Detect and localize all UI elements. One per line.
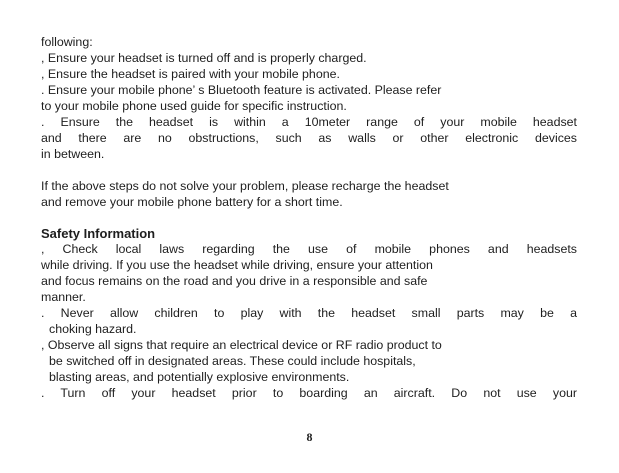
recharge-line: If the above steps do not solve your problem, please recharge the headset [41, 179, 449, 193]
troubleshoot-line: to your mobile phone used guide for specific instruction. [41, 99, 347, 113]
troubleshoot-line: and there are no obstructions, such as walls or other electronic devices [41, 131, 577, 145]
intro-line: following: [41, 35, 93, 49]
troubleshoot-line: , Ensure the headset is paired with your mobile phone. [41, 67, 340, 81]
safety-line: and focus remains on the road and you drive in a responsible and safe [41, 274, 428, 288]
safety-line: . Turn off your headset prior to boarding an aircraft. Do not use your [41, 386, 577, 400]
safety-line: blasting areas, and potentially explosive environments. [49, 370, 350, 384]
safety-line: . Never allow children to play with the headset small parts may be a [41, 306, 577, 320]
safety-line: , Check local laws regarding the use of mobile phones and headsets [41, 242, 577, 256]
recharge-line: and remove your mobile phone battery for a short time. [41, 195, 343, 209]
troubleshoot-line: . Ensure your mobile phone’ s Bluetooth feature is activated. Please refer [41, 83, 442, 97]
safety-heading: Safety Information [41, 226, 156, 241]
safety-line: choking hazard. [49, 322, 137, 336]
safety-line: manner. [41, 290, 86, 304]
troubleshoot-line: in between. [41, 147, 105, 161]
page-number: 8 [306, 430, 313, 444]
safety-line: , Observe all signs that require an electrical device or RF radio product to [41, 338, 442, 352]
safety-line: be switched off in designated areas. These could include hospitals, [49, 354, 416, 368]
troubleshoot-line: . Ensure the headset is within a 10meter range of your mobile headset [41, 115, 577, 129]
safety-line: while driving. If you use the headset while driving, ensure your attention [41, 258, 433, 272]
troubleshoot-line: , Ensure your headset is turned off and is properly charged. [41, 51, 367, 65]
